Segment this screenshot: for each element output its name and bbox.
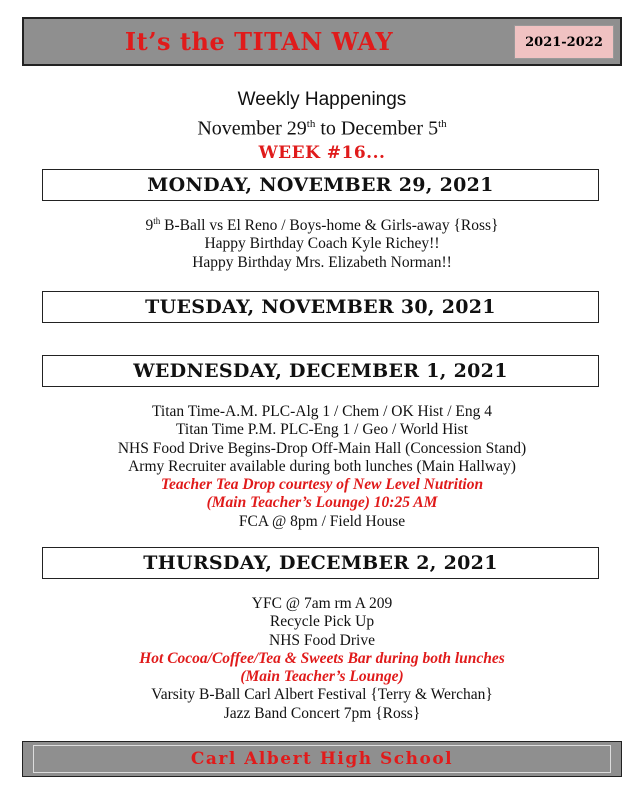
day-events-wednesday: [0, 403, 644, 531]
date-end-suffix: th: [438, 118, 447, 130]
weekly-heading: [0, 88, 644, 165]
weekly-happenings-title: Weekly Happenings: [237, 89, 407, 110]
event-prefix: 9: [145, 217, 154, 235]
date-start-suffix: th: [306, 118, 316, 130]
event-text: B-Ball vs El Reno / Boys-home & Girls-away {Ross}: [160, 217, 499, 235]
event-line: Recycle Pick Up: [269, 613, 375, 631]
event-line-highlight: (Main Teacher’s Lounge) 10:25 AM: [206, 494, 438, 512]
day-events-monday: [0, 212, 644, 272]
event-line: Army Recruiter available during both lunches (Main Hallway): [128, 457, 516, 475]
event-line-highlight: Teacher Tea Drop courtesy of New Level Nutrition: [160, 476, 484, 494]
title-banner: [22, 17, 622, 66]
event-line: Varsity B-Ball Carl Albert Festival {Terry & Werchan}: [151, 686, 493, 704]
event-suffix: th: [153, 216, 161, 226]
day-header-wednesday: WEDNESDAY, DECEMBER 1, 2021: [42, 355, 599, 387]
footer-banner: [22, 741, 622, 777]
date-range-end: to December 5: [315, 117, 439, 140]
event-line: [0, 212, 644, 235]
event-line: Titan Time P.M. PLC-Eng 1 / Geo / World Hist: [175, 421, 469, 439]
event-line-highlight: Hot Cocoa/Coffee/Tea & Sweets Bar during both lunches: [139, 649, 505, 667]
day-header-tuesday: TUESDAY, NOVEMBER 30, 2021: [42, 291, 599, 323]
school-year-badge: 2021-2022: [514, 25, 614, 59]
event-line: Jazz Band Concert 7pm {Ross}: [223, 704, 421, 722]
school-name: Carl Albert High School: [33, 745, 611, 773]
day-events-thursday: [0, 595, 644, 723]
day-header-monday: MONDAY, NOVEMBER 29, 2021: [42, 169, 599, 201]
date-range: [0, 112, 644, 141]
date-range-start: November 29: [197, 117, 307, 140]
event-line: YFC @ 7am rm A 209: [251, 595, 393, 612]
banner-title: It’s the TITAN WAY: [124, 27, 394, 56]
day-header-thursday: THURSDAY, DECEMBER 2, 2021: [42, 547, 599, 579]
event-line: Titan Time-A.M. PLC-Alg 1 / Chem / OK Hist / Eng 4: [151, 403, 493, 420]
event-line: NHS Food Drive Begins-Drop Off-Main Hall (Concession Stand): [117, 439, 527, 457]
event-line: Happy Birthday Coach Kyle Richey!!: [204, 235, 440, 253]
event-line: NHS Food Drive: [269, 631, 375, 649]
week-number: WEEK #16...: [258, 142, 386, 163]
event-line-highlight: (Main Teacher’s Lounge): [240, 668, 404, 686]
event-line: Happy Birthday Mrs. Elizabeth Norman!!: [192, 253, 452, 271]
event-line: FCA @ 8pm / Field House: [238, 512, 406, 530]
